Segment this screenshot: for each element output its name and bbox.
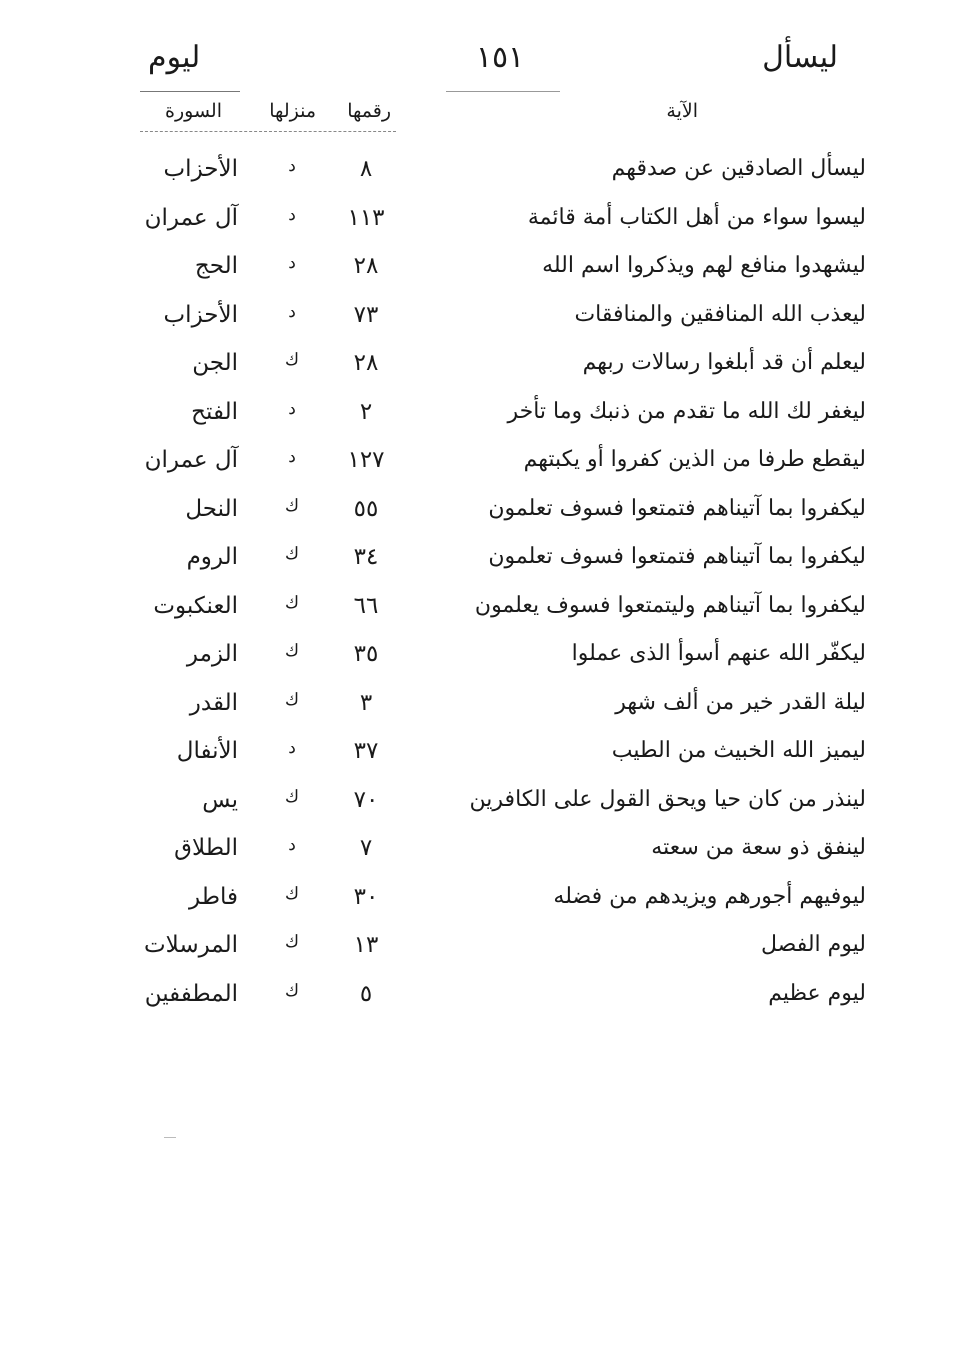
surah-name: الحج [194,253,238,279]
table-row [0,977,966,1026]
ayah-text: ليوم عظيم [768,980,866,1006]
table-row [0,152,966,201]
ayah-text: ليعلم أن قد أبلغوا رسالات ربهم [582,350,866,375]
surah-name: المطففين [144,980,238,1007]
ayah-number: ٦٦ [353,592,379,619]
table-row [0,298,966,347]
surah-name: الأنفال [176,738,238,764]
ayah-number: ٥ [359,980,373,1007]
revelation-place: ك [284,980,299,1001]
revelation-place: ك [284,689,299,710]
ayah-text: ليلة القدر خير من ألف شهر [615,689,866,715]
surah-name: يس [202,786,238,813]
ayah-number: ٢٨ [353,350,379,376]
table-row [0,346,966,395]
column-header-number: رقمها [347,100,391,122]
column-header-rule [140,131,396,132]
ayah-number: ٥٥ [353,495,379,522]
revelation-place: د [288,301,296,322]
surah-name: آل عمران [144,447,238,473]
revelation-place: ك [284,495,299,516]
ayah-number: ٨ [359,156,373,182]
surah-name: الطلاق [174,835,238,861]
ayah-text: ليقطع طرفا من الذين كفروا أو يكبتهم [523,447,866,472]
surah-name: القدر [189,689,238,716]
running-head-last-word: ليوم [148,40,201,75]
revelation-place: ك [284,786,299,807]
ayah-number: ٧٠ [353,786,379,813]
table-row [0,831,966,880]
ayah-text: ليوم الفصل [760,932,866,957]
ayah-number: ٧٣ [353,301,379,328]
surah-name: الروم [186,544,238,570]
table-row [0,492,966,541]
ayah-text: لينفق ذو سعة من سعته [651,835,866,860]
table-row [0,783,966,832]
revelation-place: ك [284,592,299,613]
ayah-number: ٧ [359,835,373,861]
table-row [0,395,966,444]
ayah-text: ليوفيهم أجورهم ويزيدهم من فضله [553,883,866,909]
ayah-number: ١٣ [353,932,379,958]
index-table [0,152,966,1025]
revelation-place: ك [284,544,299,564]
table-row [0,928,966,977]
surah-name: فاطر [189,883,238,910]
revelation-place: ك [284,641,299,661]
ayah-number: ٣٤ [353,544,379,570]
ayah-text: ليعذب الله المنافقين والمنافقات [574,301,866,327]
surah-name: النحل [185,495,238,522]
revelation-place: ك [284,350,299,370]
ayah-number: ٣٥ [353,641,379,667]
revelation-place: د [288,156,296,176]
surah-name: الجن [192,350,238,376]
surah-name: الأحزاب [163,156,238,182]
ayah-number: ١١٣ [347,204,385,231]
surah-name: الزمر [186,641,238,667]
table-row [0,734,966,783]
surah-name: المرسلات [143,932,238,958]
revelation-place: د [288,398,296,419]
page-number: ١٥١ [475,40,525,75]
ayah-text: ليكفروا بما آتيناهم فتمتعوا فسوف تعلمون [488,544,866,569]
table-row [0,686,966,735]
revelation-place: د [288,447,296,467]
ayah-text: ليشهدوا منافع لهم ويذكروا اسم الله [542,253,866,278]
ayah-text: ليكفّر الله عنهم أسوأ الذى عملوا [571,641,866,666]
table-row [0,443,966,492]
ayah-text: ليغفر لك الله ما تقدم من ذنبك وما تأخر [507,398,866,424]
ayah-number: ١٢٧ [347,447,385,473]
ayah-number: ٢ [359,398,373,425]
surah-name: الأحزاب [163,301,238,328]
surah-name: الفتح [191,398,238,425]
ayah-number: ٢٨ [353,253,379,279]
scan-mark [164,1137,176,1138]
revelation-place: ك [284,883,299,904]
revelation-place: ك [284,932,299,952]
revelation-place: د [288,253,296,273]
column-header-revealed: منزلها [269,100,316,122]
revelation-place: د [288,835,296,855]
column-header-surah: السورة [165,100,222,122]
revelation-place: د [288,738,296,758]
header-rule-center [446,91,560,92]
ayah-number: ٣ [359,689,373,716]
revelation-place: د [288,204,296,225]
table-row [0,589,966,638]
ayah-number: ٣٧ [353,738,379,764]
table-row [0,201,966,250]
ayah-text: ليكفروا بما آتيناهم وليتمتعوا فسوف يعلمون [474,592,866,618]
surah-name: آل عمران [144,204,238,231]
ayah-text: ليكفروا بما آتيناهم فتمتعوا فسوف تعلمون [488,495,866,521]
table-row [0,637,966,686]
header-rule-left [140,91,240,92]
surah-name: العنكبوت [153,592,238,619]
running-head-first-word: ليسأل [762,40,838,75]
ayah-text: ليميز الله الخبيث من الطيب [611,738,866,763]
ayah-text: ليسوا سواء من أهل الكتاب أمة قائمة [527,204,866,230]
table-row [0,540,966,589]
ayah-number: ٣٠ [353,883,379,910]
table-row [0,880,966,929]
table-row [0,249,966,298]
ayah-text: ليسأل الصادقين عن صدقهم [611,156,866,181]
ayah-text: لينذر من كان حيا ويحق القول على الكافرين [469,786,866,812]
column-header-ayah: الآية [666,100,698,122]
